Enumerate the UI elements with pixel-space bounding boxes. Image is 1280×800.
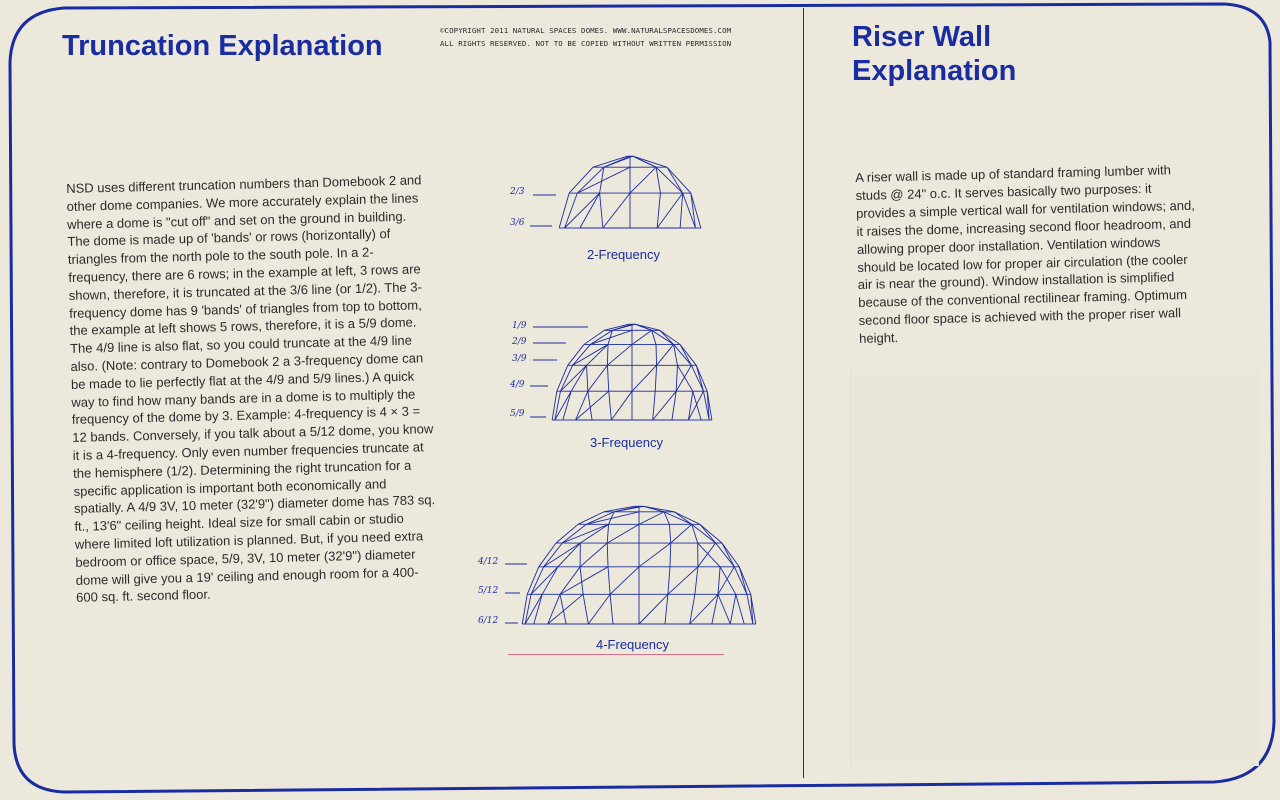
riser-wall-body-text: A riser wall is made up of standard framing lumber with studs @ 24" o.c. It serves basically two purposes: it provides a simple vertical wall for ventilation windows; and, it raises the dome, increasing second floor headroom, and allowing proper door installation. Ventilation windows should be located low for proper air circulation (the cooler air is near the ground). Window installation is simplified because of the conventional rectilinear framing. Optimum second floor space is achieved with the proper riser wall height. [855,162,1196,347]
fraction-label: 5/12 [478,586,499,596]
dome-3-frequency-label: 3-Frequency [590,435,663,450]
fraction-label: 4/12 [478,557,499,567]
fraction-label: 2/3 [510,187,525,197]
riser-wall-title: Riser Wall Explanation [852,21,1017,87]
dome-2-frequency-label: 2-Frequency [587,247,660,262]
fraction-label: 4/9 [510,380,525,390]
fraction-label: 6/12 [478,616,499,626]
dome-4-frequency-label: 4-Frequency [596,637,669,652]
copyright-line-1: ©COPYRIGHT 2011 NATURAL SPACES DOMES. WWW.NATURALSPACESDOMES.COM [440,26,732,35]
truncation-title: Truncation Explanation [62,30,383,62]
copyright-line-2: ALL RIGHTS RESERVED. NOT TO BE COPIED WITHOUT WRITTEN PERMISSION [440,39,732,48]
fraction-label: 3/6 [510,218,525,228]
fraction-label: 5/9 [510,409,525,419]
fraction-label: 1/9 [512,321,527,331]
fraction-label: 2/9 [512,337,527,347]
fraction-label: 3/9 [512,354,527,364]
truncation-body-text: NSD uses different truncation numbers than Domebook 2 and other dome companies. We more accurately explain the lines where a dome is "cut off" and set on the ground in building. The dome is made up of 'bands' or rows (horizontally) of triangles from the north pole to the south pole. In a 2-frequency, there are 6 rows; in the example at left, 3 rows are shown, therefore, it is truncated at the 3/6 line (or 1/2). The 3-frequency dome has 9 'bands' of triangles from top to bottom, the example at left shows 5 rows, therefore, it is a 5/9 dome. The 4/9 line is also flat, so you could truncate at the 4/9 line also. (Note: contrary to Domebook 2 a 3-frequency dome can be made to lie perfectly flat at the 4/9 and 5/9 lines.) A quick way to find how many bands are in a dome is to multiply the frequency of the dome by 3. Example: 4-frequency is 4 × 3 = 12 bands. Conversely, if you talk about a 5/12 dome, you know it is a 4-frequency. Only even number frequencies truncate at the hemisphere (1/2). Determining the right truncation for a specific application is important both economically and spatially. A 4/9 3V, 10 meter (32'9") diameter dome has 783 sq. ft., 13'6" ceiling height. Ideal size for small cabin or studio where limited loft utilization is planned. But, if you need extra bedroom or office space, 5/9, 3V, 10 meter (32'9") diameter dome will give you a 19' ceiling and enough room for a 400-600 sq. ft. second floor. [66,172,436,606]
